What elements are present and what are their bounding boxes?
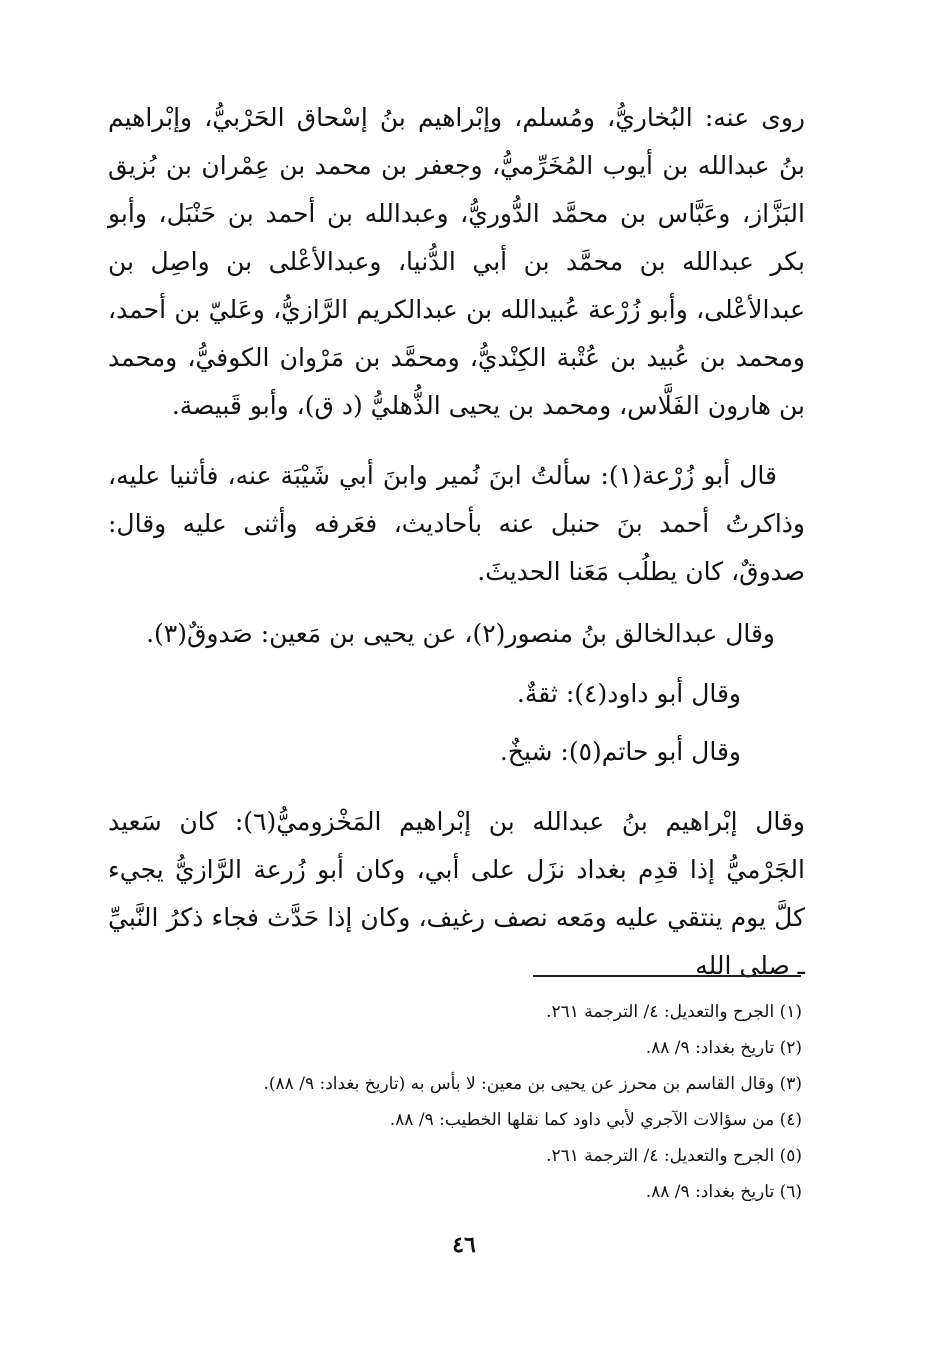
paragraph-abu-hatim: وقال أبو حاتم(٥): شيخٌ.: [499, 737, 741, 766]
paragraph-makhzumi: وقال إبْراهيم بنُ عبدالله بن إبْراهيم المَخْزوميُّ(٦): كان سَعيد الجَرْميُّ إذا قدِم بغداد نزَل على أبي، وكان أبو زُرعة الرَّازيُّ يجيء كلَّ يوم ينتقي عليه ومَعه نصف رغيف، وكان إذا حَدَّث فجاء ذكرُ النَّبيِّ ـ صلى الله: [108, 807, 805, 980]
footnote-divider: [533, 975, 801, 977]
paragraph-abu-dawud: وقال أبو داود(٤): ثقةٌ.: [516, 679, 741, 708]
paragraph-narrators: روى عنه: البُخاريُّ، ومُسلم، وإبْراهيم بنُ إسْحاق الحَرْبيُّ، وإبْراهيم بنُ عبدالله بن أيوب المُخَرِّميُّ، وجعفر بن محمد بن عِمْران بن بُزيق البَزَّاز، وعَبَّاس بن محمَّد الدُّوريُّ، وعبدالله بن أحمد بن حَنْبَل، وأبو بكر عبدالله بن محمَّد بن أبي الدُّنيا، وعبدالأعْلى بن واصِل بن عبدالأعْلى، وأبو زُرْعة عُبيدالله بن عبدالكريم الرَّازيُّ، وعَليّ بن أحمد، ومحمد بن عُبيد بن عُتْبة الكِنْديُّ، ومحمَّد بن مَرْوان الكوفيُّ، ومحمد بن هارون الفَلَّاس، ومحمد بن يحيى الذُّهليُّ (د ق)، وأبو قَبيصة.: [108, 103, 805, 420]
footnote-3: (٣) وقال القاسم بن محرز عن يحيى بن معين: لا بأس به (تاريخ بغداد: ٩/ ٨٨).: [263, 1074, 802, 1094]
footnote-5: (٥) الجرح والتعديل: ٤/ الترجمة ٢٦١.: [546, 1146, 802, 1166]
page-number: ٤٦: [452, 1232, 476, 1258]
footnote-1: (١) الجرح والتعديل: ٤/ الترجمة ٢٦١.: [546, 1002, 802, 1022]
footnotes-list: [140, 994, 802, 1210]
footnote-4: (٤) من سؤالات الآجري لأبي داود كما نقلها الخطيب: ٩/ ٨٨.: [389, 1110, 802, 1130]
paragraph-abu-zura: قال أبو زُرْعة(١): سألتُ ابنَ نُمير وابنَ أبي شَيْبَة عنه، فأثنيا عليه، وذاكرتُ أحمد بنَ حنبل عنه بأحاديث، فعَرفه وأثنى عليه وقال: صدوقٌ، كان يطلُب مَعَنا الحديثَ.: [108, 461, 805, 586]
footnote-2: (٢) تاريخ بغداد: ٩/ ٨٨.: [645, 1038, 802, 1058]
footnote-6: (٦) تاريخ بغداد: ٩/ ٨٨.: [645, 1182, 802, 1202]
paragraph-abdulkhaliq: وقال عبدالخالق بنُ منصور(٢)، عن يحيى بن مَعين: صَدوقٌ(٣).: [146, 619, 775, 648]
